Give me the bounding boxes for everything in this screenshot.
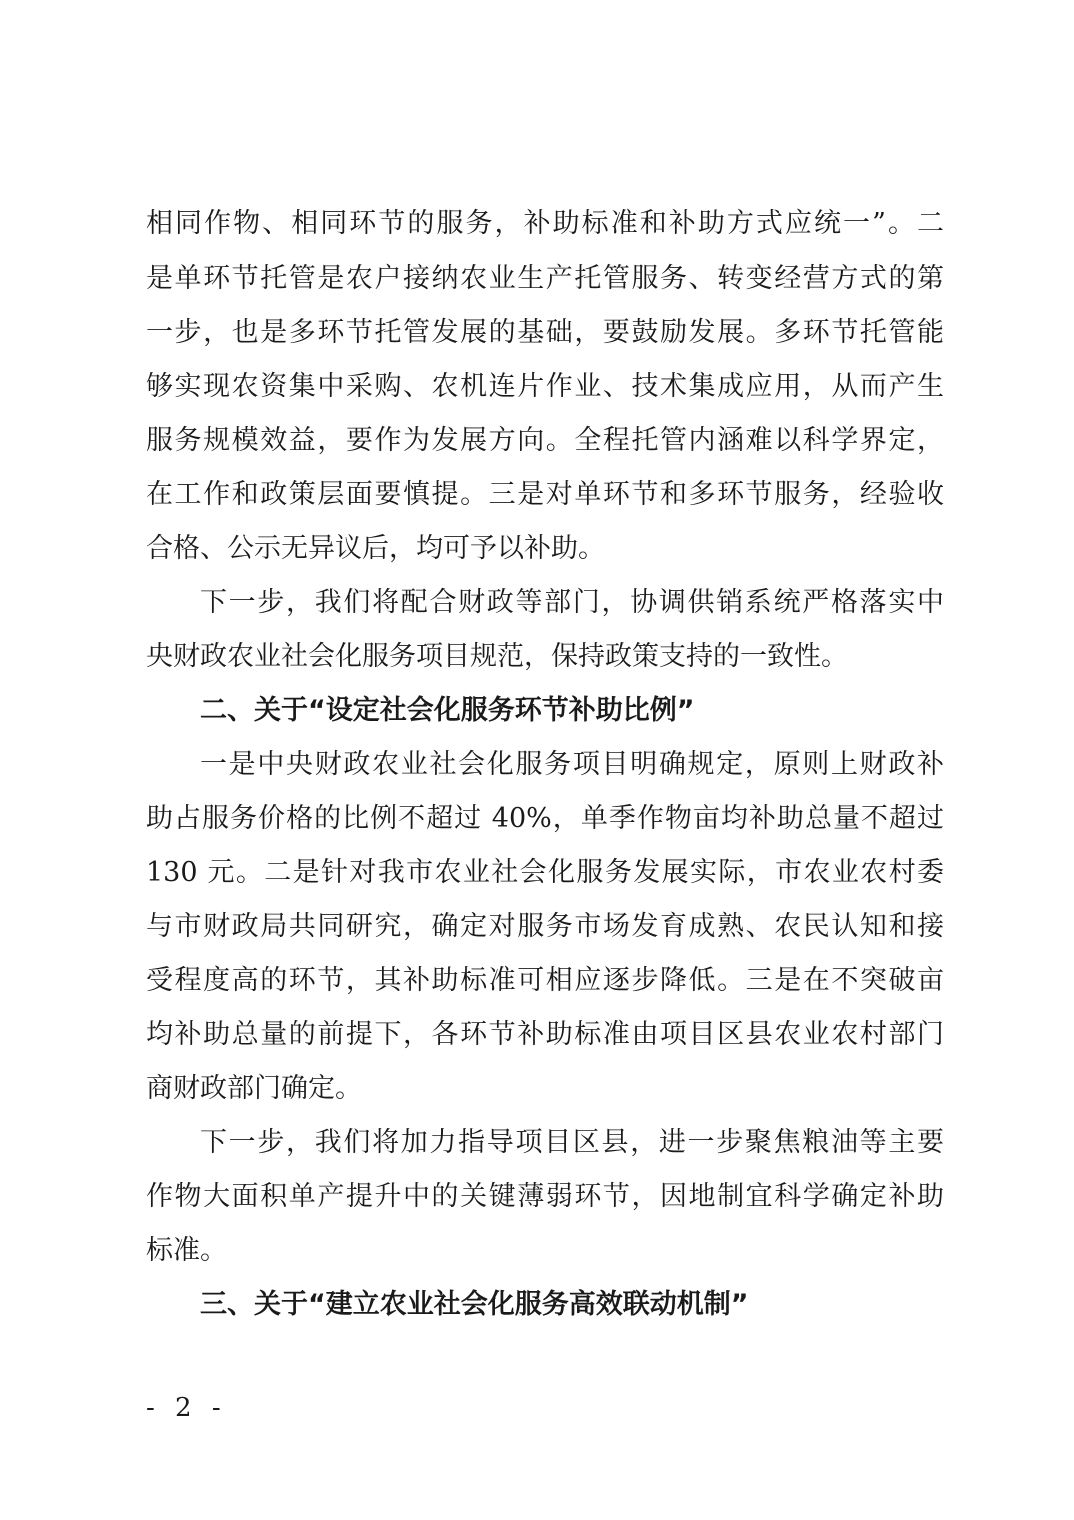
paragraph-first-line: 下一步，我们将配合财政等部门，协调供销系统严格落实中	[200, 587, 944, 618]
body-text-line: 央财政农业社会化服务项目规范，保持政策支持的一致性。	[146, 641, 848, 672]
body-text-line: 够实现农资集中采购、农机连片作业、技术集成应用，从而产生	[146, 371, 944, 402]
section-heading: 二、关于“设定社会化服务环节补助比例”	[200, 695, 695, 726]
body-text-line: 助占服务价格的比例不超过 40%，单季作物亩均补助总量不超过	[146, 803, 944, 834]
body-text-line: 商财政部门确定。	[146, 1073, 362, 1104]
body-text-line: 在工作和政策层面要慎提。三是对单环节和多环节服务，经验收	[146, 479, 944, 510]
paragraph-first-line: 下一步，我们将加力指导项目区县，进一步聚焦粮油等主要	[200, 1127, 944, 1158]
body-text-line: 一步，也是多环节托管发展的基础，要鼓励发展。多环节托管能	[146, 317, 944, 348]
body-text-line: 130 元。二是针对我市农业社会化服务发展实际，市农业农村委	[146, 857, 944, 888]
body-text-line: 受程度高的环节，其补助标准可相应逐步降低。三是在不突破亩	[146, 965, 944, 996]
body-text-line: 标准。	[146, 1235, 227, 1266]
body-text-line: 相同作物、相同环节的服务，补助标准和补助方式应统一”。二	[146, 208, 944, 239]
body-text-line: 与市财政局共同研究，确定对服务市场发育成熟、农民认知和接	[146, 911, 944, 942]
body-text-line: 均补助总量的前提下，各环节补助标准由项目区县农业农村部门	[146, 1019, 944, 1050]
body-text-line: 合格、公示无异议后，均可予以补助。	[146, 533, 605, 564]
section-heading: 三、关于“建立农业社会化服务高效联动机制”	[200, 1289, 749, 1320]
paragraph-first-line: 一是中央财政农业社会化服务项目明确规定，原则上财政补	[200, 749, 944, 780]
body-text-line: 服务规模效益，要作为发展方向。全程托管内涵难以科学界定，	[146, 425, 944, 456]
page-number: - 2 -	[146, 1393, 227, 1423]
body-text-line: 是单环节托管是农户接纳农业生产托管服务、转变经营方式的第	[146, 263, 944, 294]
body-text-line: 作物大面积单产提升中的关键薄弱环节，因地制宜科学确定补助	[146, 1181, 944, 1212]
